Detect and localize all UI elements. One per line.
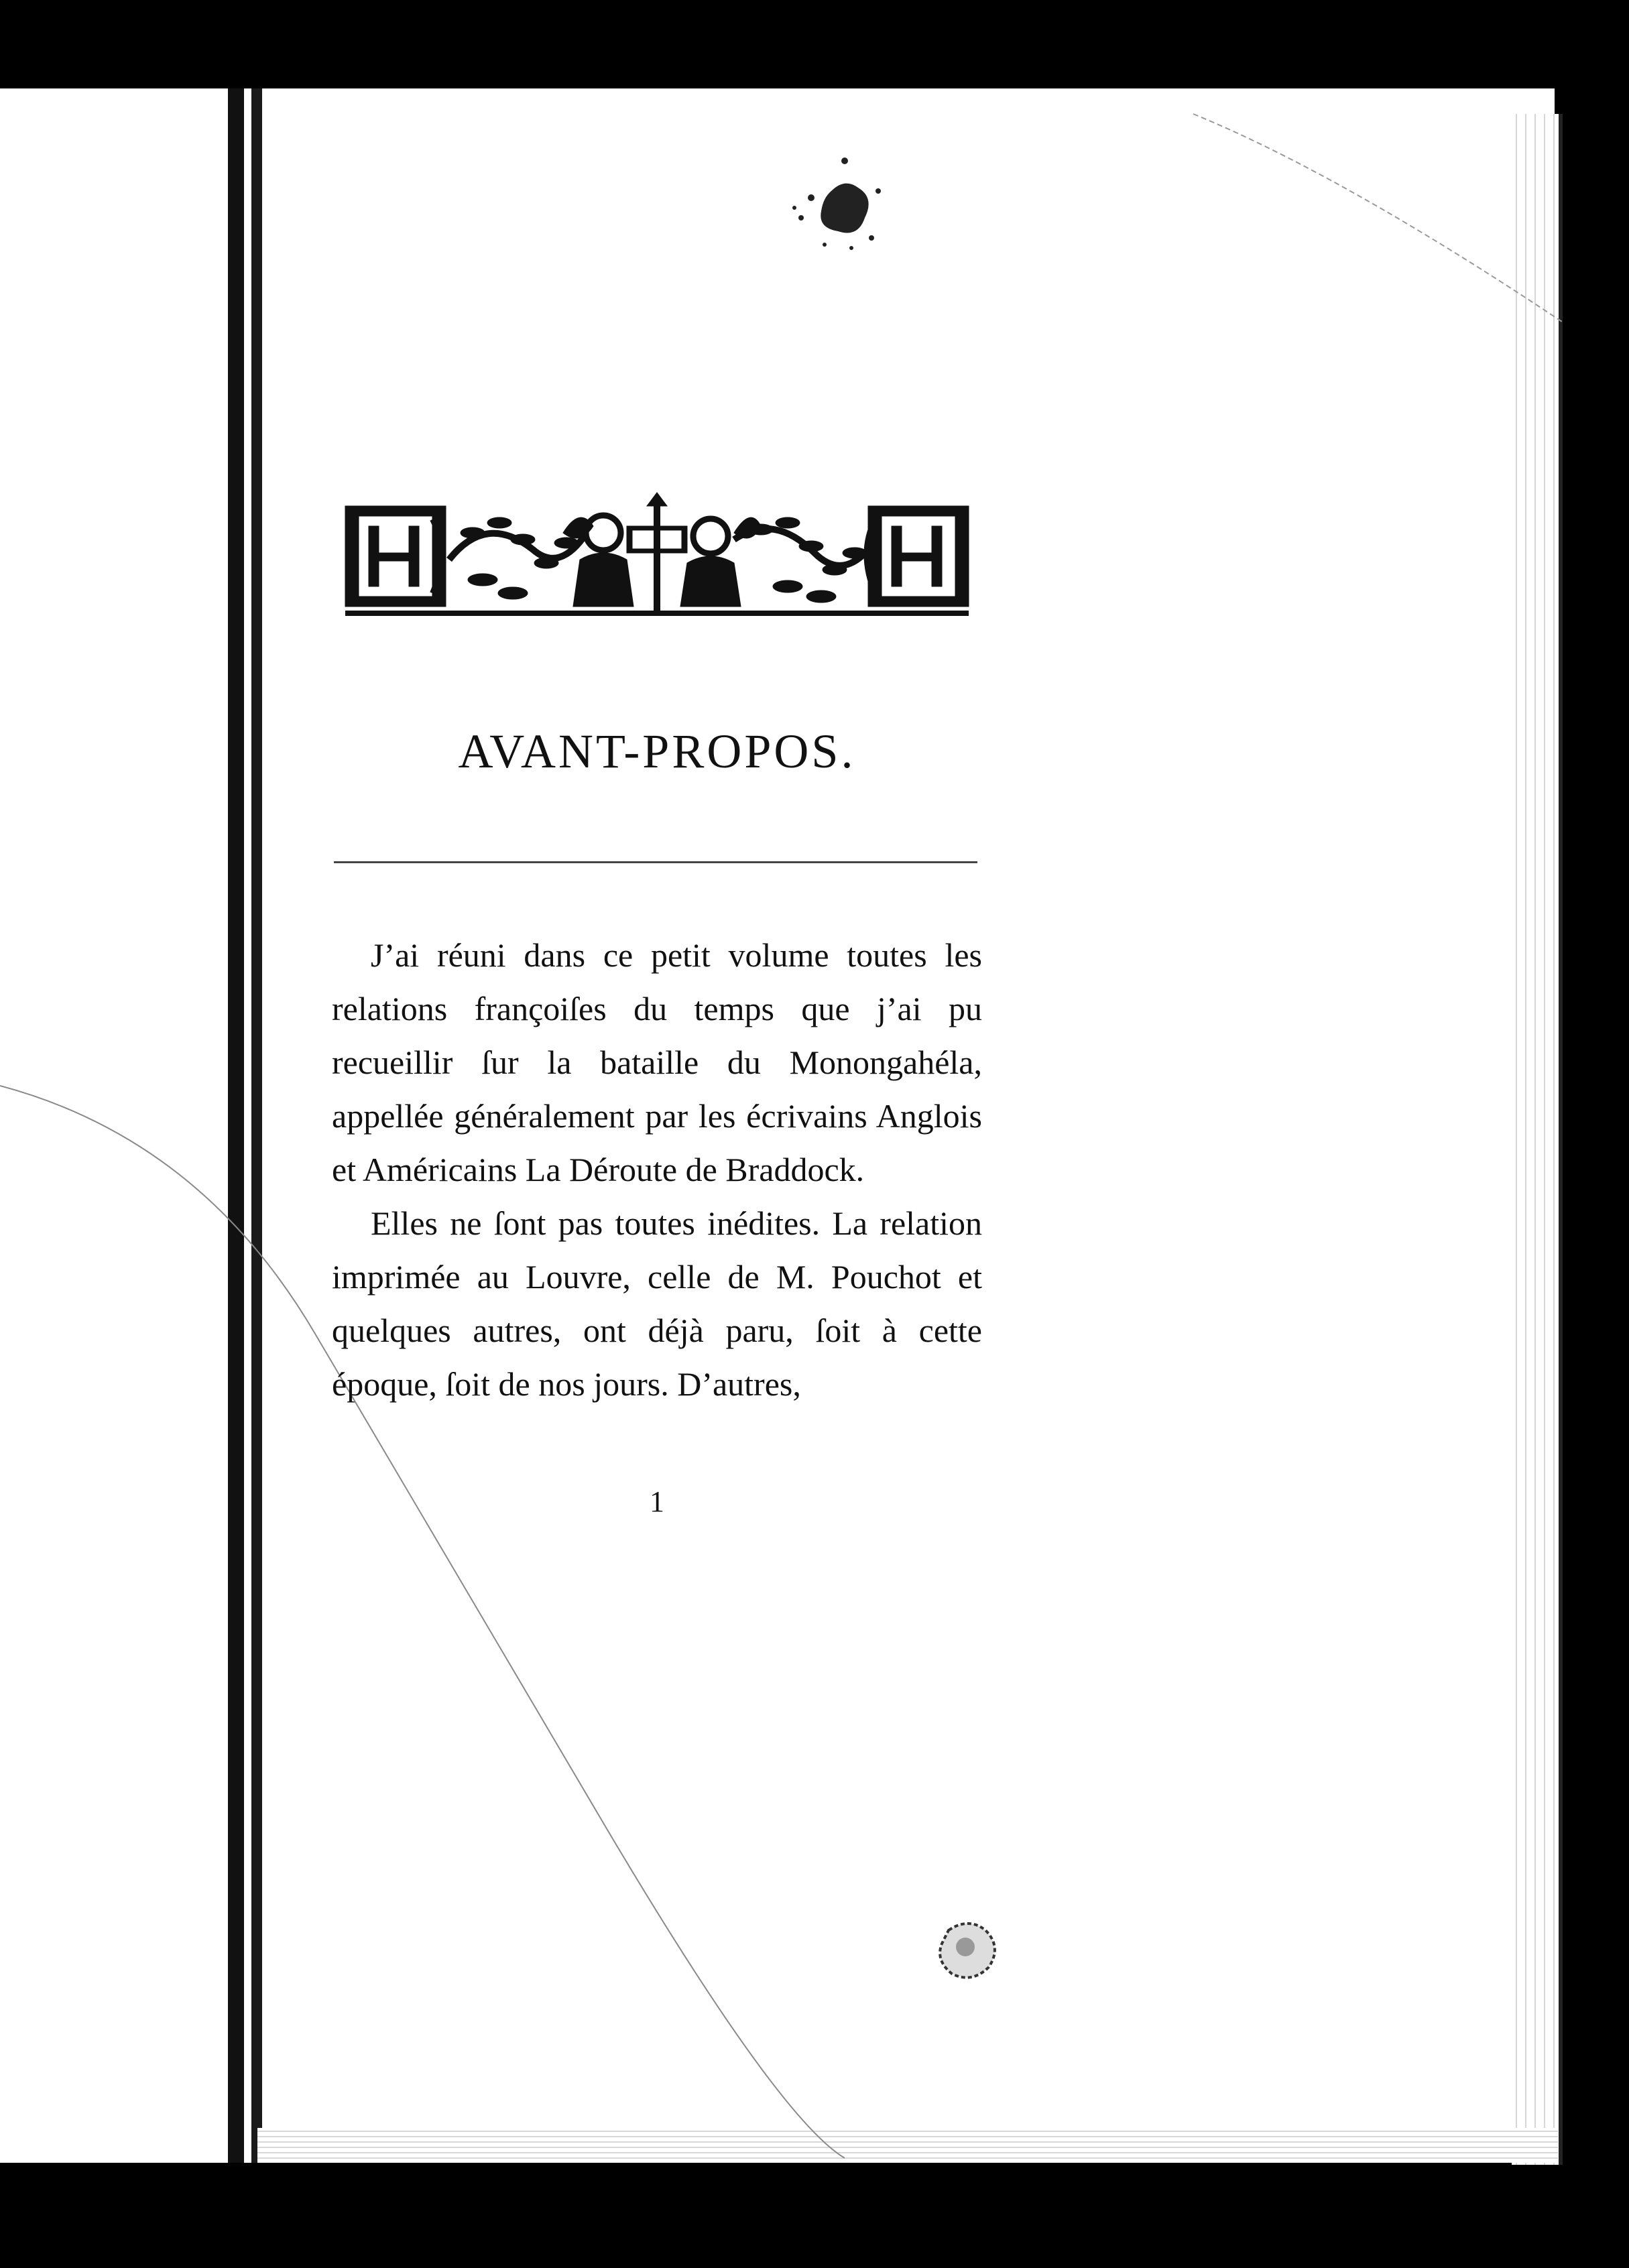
facing-page (0, 88, 235, 2163)
page-stack-edge (1512, 114, 1563, 2165)
paper-stain (928, 1910, 1009, 1991)
page-number: 1 (650, 1485, 664, 1518)
page-spine (251, 88, 262, 2163)
cherub-ornament-icon (332, 486, 982, 627)
ornamental-headpiece (332, 486, 982, 627)
section-title: AVANT-PROPOS. (458, 724, 856, 778)
page-bottom-edge (257, 2128, 1558, 2163)
ink-stain (778, 151, 898, 265)
title-rule (334, 861, 977, 863)
body-text (332, 928, 982, 1411)
paragraph: J’ai réuni dans ce petit volume toutes les relations françoiſes du temps que j’ai pu recueillir ſur la bataille du Monongahéla, appellée généralement par les écrivains Anglois et Américains La Déroute de Braddock. (332, 936, 982, 1188)
paragraph: Elles ne ſont pas toutes inédites. La relation imprimée au Louvre, celle de M. Pouchot et quelques autres, ont déjà paru, ſoit à cette époque, ſoit de nos jours. D’autres, (332, 1204, 982, 1403)
facing-page-edge (228, 88, 244, 2163)
